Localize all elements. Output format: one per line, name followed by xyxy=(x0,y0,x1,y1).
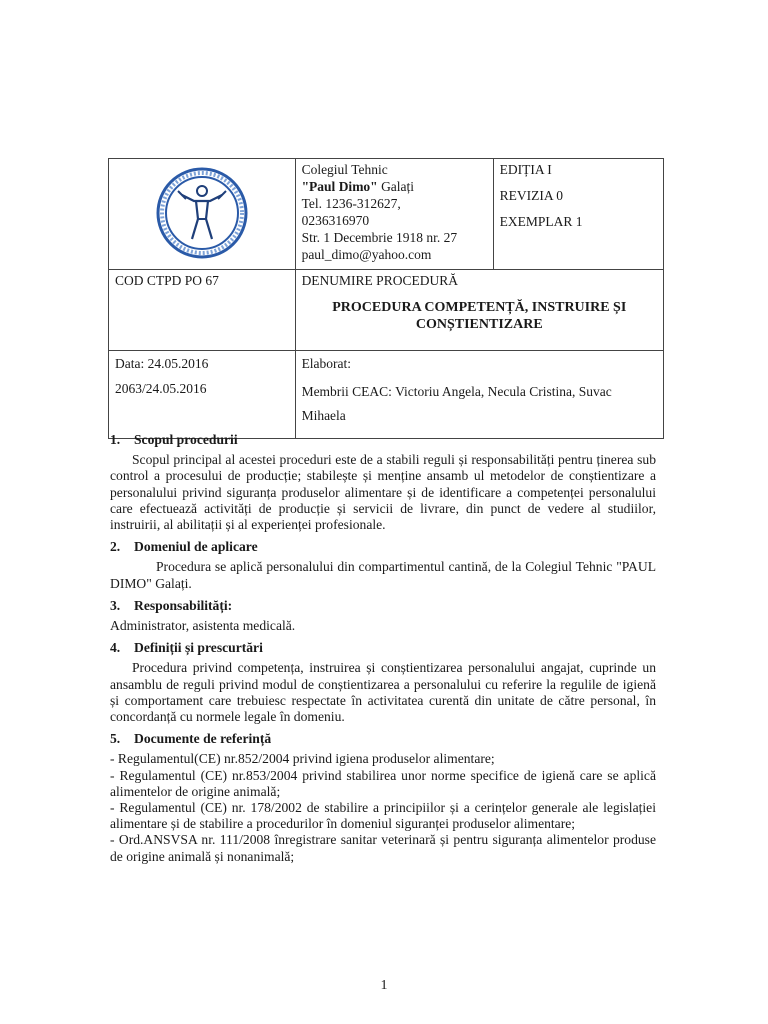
section-text: Procedura se aplică personalului din compartimentul cantină, de la Colegiul Tehnic "PAUL DIMO" Galați. xyxy=(110,559,656,591)
edition-cell xyxy=(493,159,663,270)
school-name-bold: "Paul Dimo" xyxy=(301,179,378,194)
school-city: Galați xyxy=(377,179,415,194)
section-text: Administrator, asistenta medicală. xyxy=(110,618,296,634)
tel-line-2: 0236316970 xyxy=(301,213,370,228)
document-date: Data: 24.05.2016 xyxy=(115,356,209,371)
reference-item: - Regulamentul(CE) nr.852/2004 privind igiena produselor alimentare; xyxy=(110,751,495,767)
school-info-cell xyxy=(295,159,493,270)
section-heading: 2. Domeniul de aplicare xyxy=(110,539,258,555)
procedure-title: PROCEDURA COMPETENȚĂ, INSTRUIRE ȘI CONȘTIENTIZARE xyxy=(332,300,627,332)
registration-number: 2063/24.05.2016 xyxy=(115,381,207,396)
date-cell xyxy=(109,351,296,439)
school-name: Colegiul Tehnic xyxy=(301,162,388,177)
code-cell xyxy=(109,270,296,351)
section-heading: 3. Responsabilități: xyxy=(110,597,233,613)
section-text: Procedura privind competența, instruirea și conștientizarea personalului angajat, cuprinde un ansamblu de reguli privind modul de conștientizarea a personalului cu referire la regulile de igienă și comportament care trebuiesc respectate în activitatea curentă din unitate de către personal, în concordanță cu normele legale în domeniu. xyxy=(110,660,656,725)
section-text: Scopul principal al acestei proceduri este de a stabili reguli și responsabilități pentru ținerea sub control a procesului de producție; stabilește și menține ansamb ul metodelor de conștientizare a personalului privind siguranța produselor alimentare și de identificare a competenței personalului care efectuează activități de producție și servicii de livrare, din punct de vedere al studiilor, instruirii, al abilitații și al experienței profesionale. xyxy=(110,452,656,533)
tel-line-1: Tel. 1236-312627, xyxy=(301,196,401,211)
reference-item: - Regulamentul (CE) nr.853/2004 privind stabilirea unor norme specifice de igienă care se aplică alimentelor de origine animală; xyxy=(110,767,656,799)
procedure-label: DENUMIRE PROCEDURĂ xyxy=(301,273,458,288)
document-body xyxy=(110,432,656,865)
section-heading: 4. Definiții și prescurtări xyxy=(110,640,263,656)
elaborated-by: Membrii CEAC: Victoriu Angela, Necula Cristina, Suvac Mihaela xyxy=(301,384,612,423)
school-email: paul_dimo@yahoo.com xyxy=(301,247,432,262)
edition: EDIȚIA I xyxy=(499,162,552,177)
elaborated-cell xyxy=(295,351,663,439)
reference-item: - Regulamentul (CE) nr. 178/2002 de stabilire a principiilor și a cerințelor generale ale legislației alimentare și de stabilire a procedurilor în domeniul siguranței produselor alimentare; xyxy=(110,800,656,832)
copy-number: EXEMPLAR 1 xyxy=(499,214,583,229)
school-address: Str. 1 Decembrie 1918 nr. 27 xyxy=(301,230,458,245)
revision: REVIZIA 0 xyxy=(499,188,563,203)
procedure-code: COD CTPD PO 67 xyxy=(115,273,219,288)
section-heading: 5. Documente de referință xyxy=(110,731,272,747)
elaborated-label: Elaborat: xyxy=(301,356,352,371)
page-number: 1 xyxy=(380,978,388,993)
reference-item: - Ord.ANSVSA nr. 111/2008 înregistrare sanitar veterinară și pentru siguranța alimentelor produse de origine animală și nonanimală; xyxy=(110,832,656,864)
school-logo xyxy=(154,165,250,261)
header-table xyxy=(108,158,664,439)
logo-cell xyxy=(109,159,296,270)
procedure-name-cell xyxy=(295,270,663,351)
section-heading: 1. Scopul procedurii xyxy=(110,432,238,447)
